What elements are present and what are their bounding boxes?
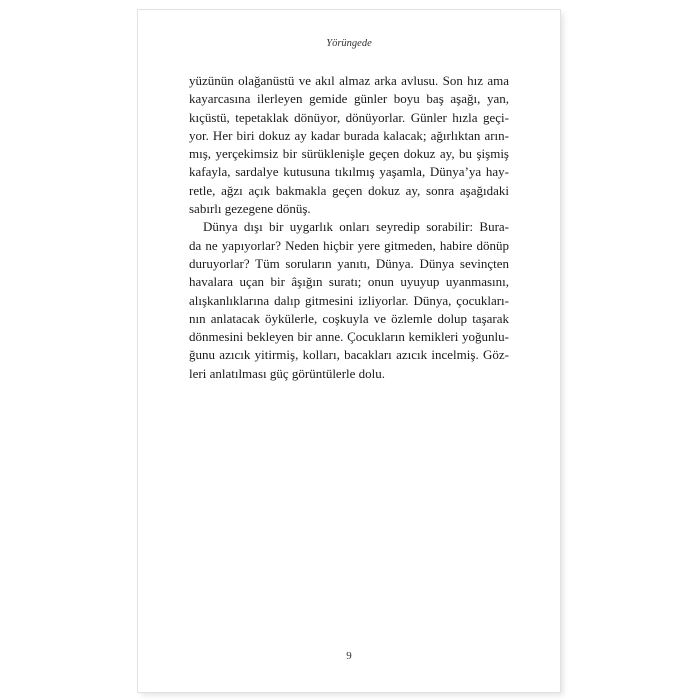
text-line: leri anlatılması güç görüntülerle dolu.: [189, 365, 386, 381]
text-line: Dünya dışı bir uygarlık onları seyredip sorabilir: Bura-: [203, 219, 509, 235]
text-line: kafayla, sardalye kutusuna tıkılmış yaşamla, Dünya’ya hay-: [189, 164, 509, 180]
text-line: yor. Her biri dokuz ay kadar burada kalacak; ağırlıktan arın-: [189, 127, 509, 143]
text-line: havalara uçan bir âşığın suratı; onun uyuyup uyanmasını,: [189, 274, 509, 290]
text-line: kayarcasına ilerleyen gemide günler boyu baş aşağı, yan,: [189, 91, 509, 107]
text-line: retle, ağzı açık bakmakla geçen dokuz ay, sonra aşağıdaki: [189, 182, 509, 198]
running-header: Yörüngede: [326, 38, 372, 49]
text-line: mış, yerçekimsiz bir sürüklenişle geçen dokuz ay, bu şişmiş: [189, 146, 509, 162]
text-line: kıçüstü, tepetaklak dönüyor, dönüyorlar. Günler hızla geçi-: [189, 109, 509, 125]
paragraph-1: [189, 72, 509, 218]
body-text: [189, 72, 509, 383]
text-line: yüzünün olağanüstü ve akıl almaz arka avlusu. Son hız ama: [189, 73, 509, 88]
text-line: alışkanlıklarına dalıp gitmesini izliyorlar. Dünya, çocukları-: [189, 292, 509, 308]
text-line: ğunu azıcık yitirmiş, kolları, bacakları azıcık incelmiş. Göz-: [189, 347, 509, 363]
paragraph-2: [189, 218, 509, 383]
text-line: dönmesini bekleyen bir anne. Çocukların kemikleri yoğunlu-: [189, 329, 509, 345]
text-line: duruyorlar? Tüm soruların yanıtı, Dünya. Dünya sevinçten: [189, 255, 509, 271]
book-page: [138, 10, 560, 692]
text-line: da ne yapıyorlar? Neden hiçbir yere gitmeden, habire dönüp: [189, 237, 509, 253]
text-line: nın anlatacak öykülerle, coşkuyla ve özlemle dolup taşarak: [189, 310, 509, 326]
text-line: sabırlı gezegene dönüş.: [189, 201, 311, 217]
page-number: 9: [346, 650, 352, 662]
